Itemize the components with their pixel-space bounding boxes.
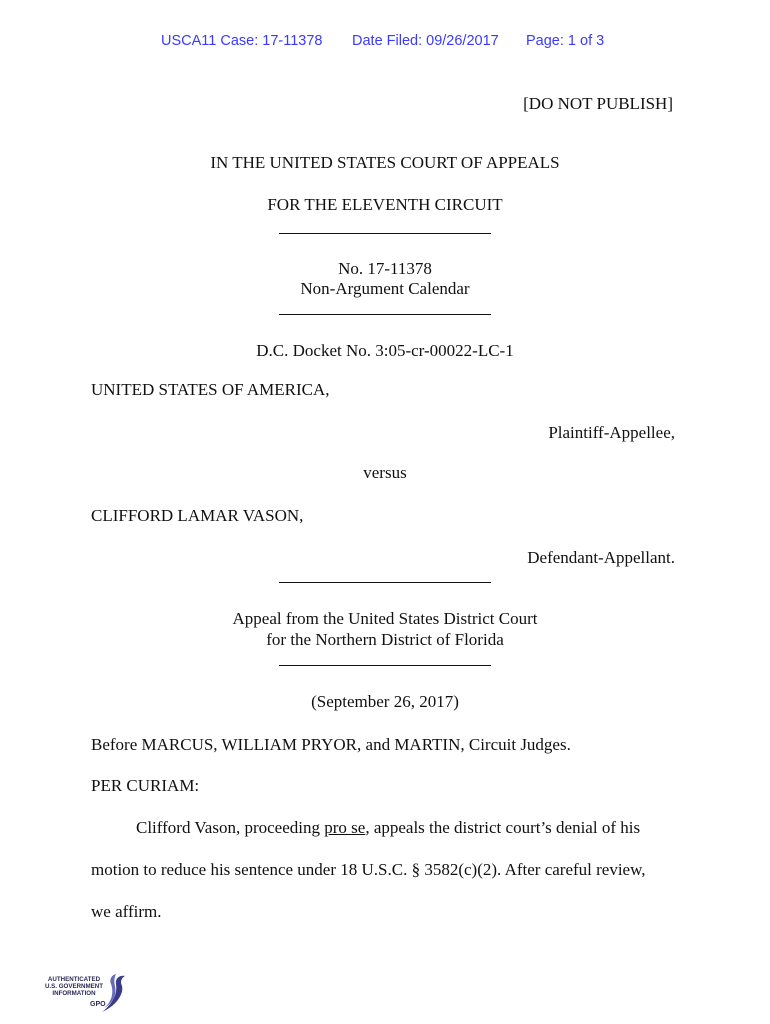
- appeal-origin-line2: for the Northern District of Florida: [266, 630, 504, 649]
- opinion-text: , appeals the district court’s denial of his: [365, 818, 641, 837]
- opinion-line1: [136, 818, 640, 838]
- plaintiff-name: UNITED STATES OF AMERICA,: [91, 380, 330, 399]
- date-filed-header: Date Filed: 09/26/2017: [352, 33, 499, 49]
- defendant-name: CLIFFORD LAMAR VASON,: [91, 506, 304, 525]
- eagle-icon: [94, 972, 128, 1016]
- opinion-text: Clifford Vason, proceeding: [136, 818, 325, 837]
- case-number: No. 17-11378: [338, 259, 432, 278]
- per-curiam: PER CURIAM:: [91, 776, 200, 795]
- plaintiff-role: Plaintiff-Appellee,: [548, 423, 675, 442]
- versus: versus: [363, 463, 407, 482]
- docket-number: D.C. Docket No. 3:05-cr-00022-LC-1: [256, 341, 514, 360]
- logo-line1: AUTHENTICATED: [47, 976, 101, 983]
- divider: [279, 233, 491, 234]
- logo-line2: U.S. GOVERNMENT: [44, 983, 104, 990]
- court-title-line1: IN THE UNITED STATES COURT OF APPEALS: [210, 153, 560, 172]
- page-indicator: Page: 1 of 3: [526, 33, 605, 49]
- case-number-header: USCA11 Case: 17-11378: [161, 33, 323, 49]
- opinion-line2: motion to reduce his sentence under 18 U.S.C. § 3582(c)(2). After careful review,: [91, 860, 646, 879]
- defendant-role: Defendant-Appellant.: [527, 548, 675, 567]
- logo-gpo: GPO: [90, 1001, 106, 1008]
- divider: [279, 314, 491, 315]
- publish-notice: [DO NOT PUBLISH]: [523, 94, 673, 113]
- opinion-line3: we affirm.: [91, 902, 162, 921]
- gpo-authentication-logo: [44, 972, 134, 1016]
- appeal-origin-line1: Appeal from the United States District Court: [232, 609, 538, 628]
- calendar-type: Non-Argument Calendar: [300, 279, 470, 298]
- divider: [279, 665, 491, 666]
- decision-date: (September 26, 2017): [311, 692, 459, 711]
- court-title-line2: FOR THE ELEVENTH CIRCUIT: [267, 195, 503, 214]
- logo-line3: INFORMATION: [52, 990, 96, 997]
- panel-judges: Before MARCUS, WILLIAM PRYOR, and MARTIN, Circuit Judges.: [91, 735, 571, 754]
- divider: [279, 582, 491, 583]
- filing-header: [0, 33, 770, 55]
- pro-se-term: pro se: [324, 818, 366, 837]
